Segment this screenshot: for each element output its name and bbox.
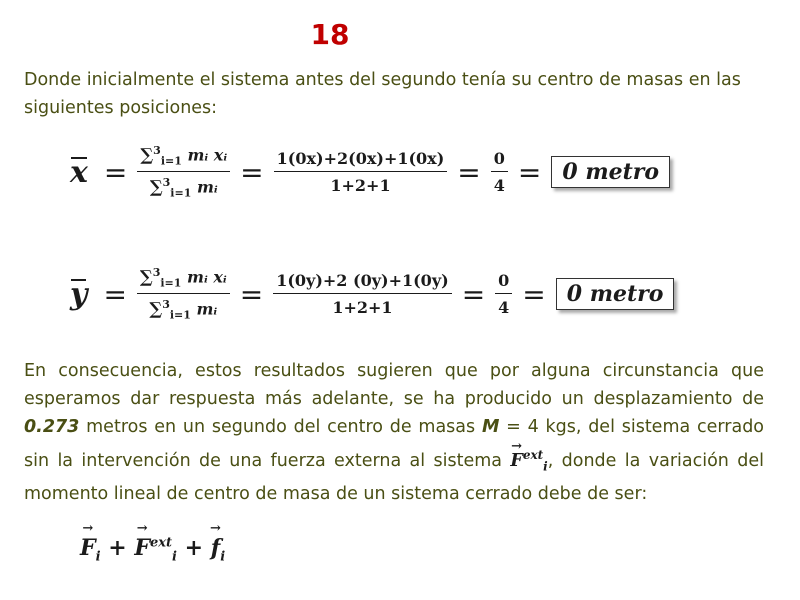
equals-sign: = xyxy=(461,277,486,311)
boxed-result: 0 metro xyxy=(556,278,675,310)
equals-sign: = xyxy=(522,277,546,311)
boxed-result: 0 metro xyxy=(551,156,670,188)
equals-sign: = xyxy=(239,277,264,311)
equals-sign: = xyxy=(103,277,127,311)
equals-sign: = xyxy=(457,155,481,189)
conclusion-paragraph: En consecuencia, estos resultados sugieren que por alguna circunstancia que esperamos dar respuesta más adelante, se ha producido un desplazamiento de 0.273 metros en un segundo del centro de masas M = 4 kgs, del sistema cerrado sin la intervención de una fuerza externa al sistema → $F^{ext}_i$, donde la variación del momento lineal de centro de masa de un sistema cerrado debe de ser: xyxy=(24,357,764,508)
equals-sign: = xyxy=(240,155,264,189)
result-fraction: $\frac{0}{4}$ xyxy=(491,149,508,195)
x-bar-symbol: x xyxy=(70,154,88,190)
external-force-symbol: → $F^{ext}_i$ xyxy=(510,451,547,471)
equation-y-center-of-mass xyxy=(70,254,674,334)
page-number: 18 xyxy=(310,18,350,51)
intro-paragraph: Donde inicialmente el sistema antes del segundo tenía su centro de masas en las siguientes posiciones: xyxy=(24,70,741,118)
force-sum-equation: → $F_i$ + → $F^{ext}_i$ + → $f_i$ xyxy=(80,535,225,577)
displacement-value: 0.273 xyxy=(24,417,80,437)
equation-x-center-of-mass xyxy=(70,132,670,212)
result-fraction: $\frac{0}{4}$ xyxy=(495,271,512,317)
equals-sign: = xyxy=(103,155,128,189)
equals-sign: = xyxy=(517,155,542,189)
sum-fraction: $\frac{\sum^3_{i=1} mᵢ xᵢ}{\sum^3_{i=1} mᵢ}$ xyxy=(137,266,230,321)
y-bar-symbol: y xyxy=(70,276,88,312)
sum-fraction: $\frac{\sum^3_{i=1} mᵢ xᵢ}{\sum^3_{i=1} mᵢ}$ xyxy=(137,144,230,199)
mass-symbol: M xyxy=(481,417,500,437)
expanded-fraction: $\frac{1(0y)+2 (0y)+1(0y)}{1+2+1}$ xyxy=(273,271,452,317)
expanded-fraction: $\frac{1(0x)+2(0x)+1(0x)}{1+2+1}$ xyxy=(274,149,448,195)
